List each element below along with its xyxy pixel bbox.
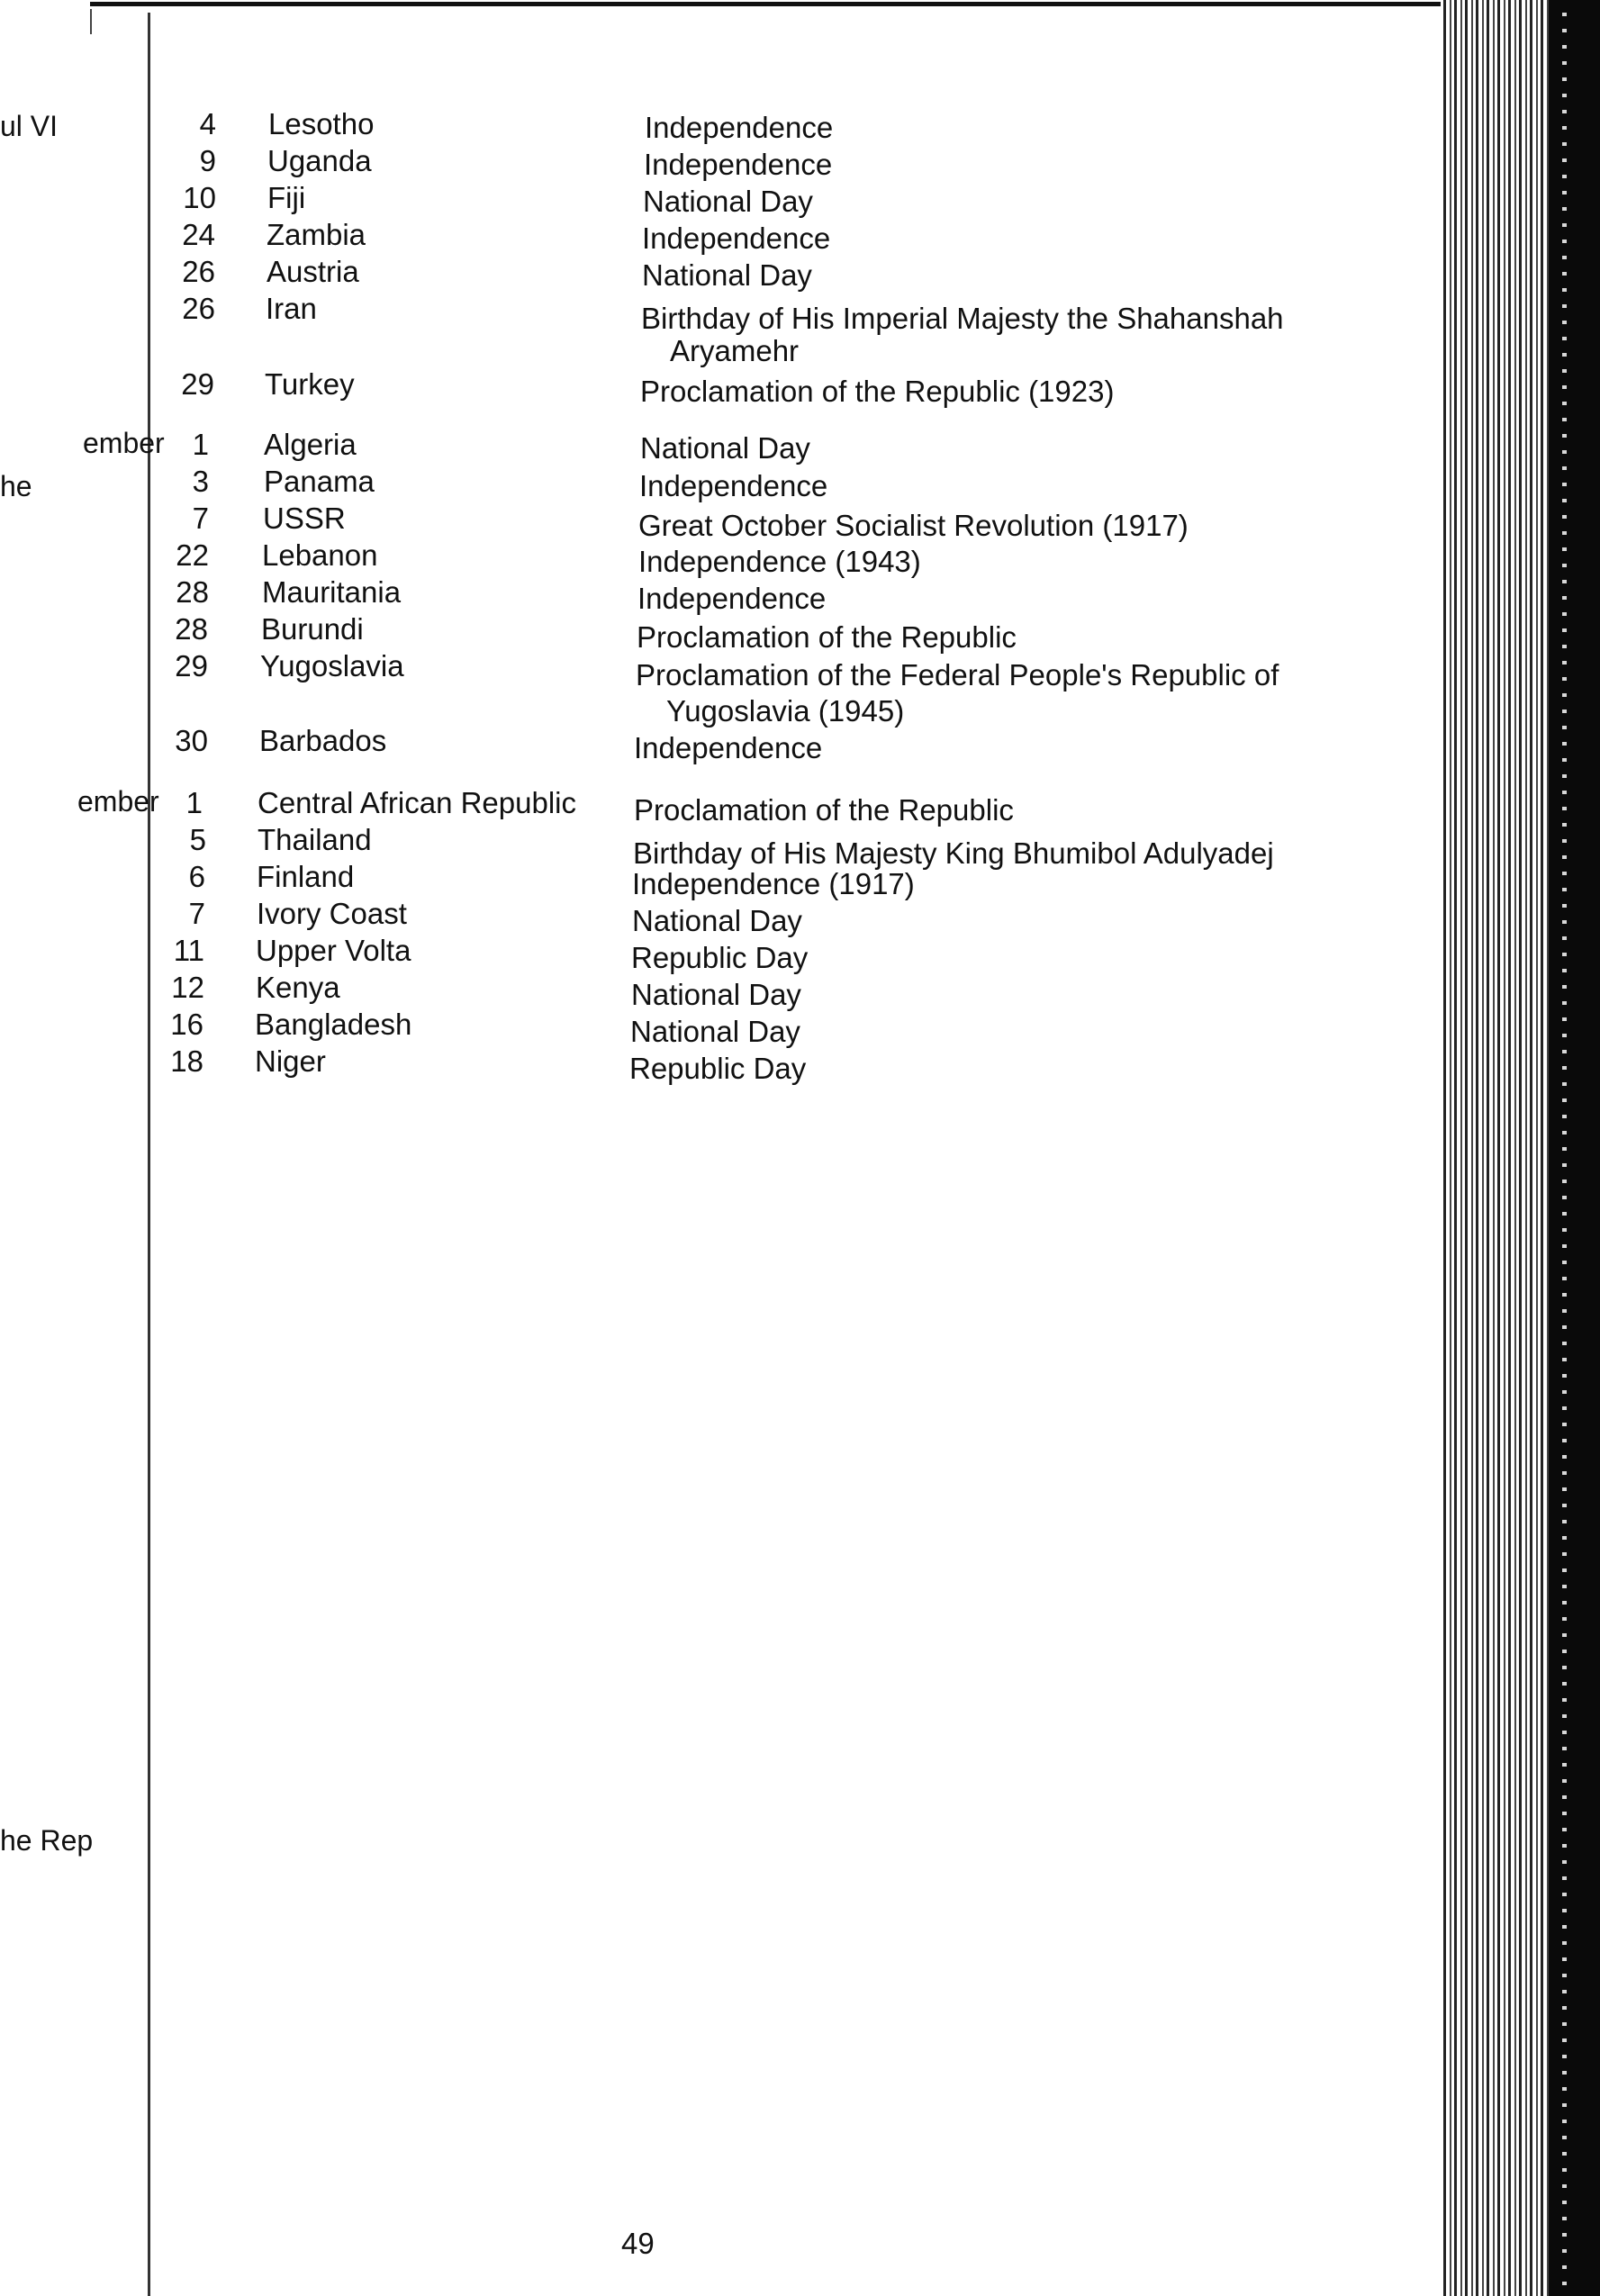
spine-texture bbox=[1562, 0, 1567, 2296]
occasion-continuation: Aryamehr bbox=[670, 334, 800, 367]
occasion: Independence (1943) bbox=[638, 545, 921, 578]
margin-fragment-4: ember bbox=[77, 785, 159, 818]
day-number: 10 bbox=[183, 181, 216, 214]
country-name: Uganda bbox=[267, 144, 372, 177]
occasion: Proclamation of the Republic (1923) bbox=[640, 375, 1115, 408]
country-name: Kenya bbox=[256, 971, 340, 1004]
country-name: Fiji bbox=[267, 181, 306, 214]
country-name: Barbados bbox=[259, 724, 387, 757]
top-rule bbox=[90, 2, 1481, 6]
country-name: Mauritania bbox=[262, 575, 402, 609]
country-name: Austria bbox=[267, 255, 359, 288]
occasion: Independence (1917) bbox=[632, 867, 915, 900]
country-name: Niger bbox=[255, 1044, 326, 1078]
margin-fragment-1: ul VI bbox=[0, 110, 59, 142]
day-number: 26 bbox=[182, 292, 215, 325]
country-name: Finland bbox=[257, 860, 355, 893]
day-number: 5 bbox=[189, 823, 206, 856]
occasion: Proclamation of the Republic bbox=[634, 793, 1014, 827]
occasion: Independence bbox=[637, 582, 827, 615]
binding-edge bbox=[1441, 0, 1549, 2296]
country-name: Burundi bbox=[261, 612, 364, 646]
occasion: National Day bbox=[643, 185, 813, 218]
occasion: Proclamation of the Republic bbox=[637, 620, 1017, 654]
occasion: Great October Socialist Revolution (1917) bbox=[638, 509, 1189, 542]
occasion: Birthday of His Imperial Majesty the Shahanshah bbox=[641, 302, 1284, 335]
day-number: 26 bbox=[182, 255, 215, 288]
occasion: National Day bbox=[631, 978, 801, 1011]
day-number: 29 bbox=[175, 649, 208, 682]
country-name: Thailand bbox=[258, 823, 372, 856]
day-number: 1 bbox=[185, 786, 203, 819]
country-name: Lebanon bbox=[262, 538, 378, 572]
country-name: Zambia bbox=[267, 218, 366, 251]
day-number: 11 bbox=[173, 934, 204, 967]
day-number: 9 bbox=[199, 144, 216, 177]
country-name: Algeria bbox=[264, 428, 357, 461]
occasion: National Day bbox=[640, 431, 810, 465]
day-number: 1 bbox=[192, 428, 209, 461]
occasion: Independence bbox=[645, 111, 834, 144]
day-number: 18 bbox=[170, 1044, 203, 1078]
day-number: 28 bbox=[176, 575, 209, 609]
occasion: Independence bbox=[634, 731, 823, 764]
occasion: Independence bbox=[639, 469, 828, 502]
book-spine bbox=[1549, 0, 1600, 2296]
day-number: 6 bbox=[188, 860, 205, 893]
day-number: 30 bbox=[175, 724, 208, 757]
day-number: 4 bbox=[199, 107, 216, 140]
day-number: 7 bbox=[188, 897, 205, 930]
country-name: Iran bbox=[266, 292, 317, 325]
country-name: Ivory Coast bbox=[257, 897, 407, 930]
day-number: 7 bbox=[192, 502, 209, 535]
day-number: 24 bbox=[182, 218, 215, 251]
country-name: Central African Republic bbox=[258, 786, 577, 819]
country-name: Upper Volta bbox=[256, 934, 411, 967]
occasion: Republic Day bbox=[629, 1052, 807, 1085]
occasion: Birthday of His Majesty King Bhumibol Adulyadej bbox=[633, 836, 1274, 870]
day-number: 3 bbox=[192, 465, 209, 498]
country-name: USSR bbox=[263, 502, 346, 535]
occasion: National Day bbox=[630, 1015, 800, 1048]
country-name: Lesotho bbox=[268, 107, 375, 140]
left-margin-rule bbox=[148, 13, 150, 2296]
occasion: Independence bbox=[642, 221, 831, 255]
occasion-continuation: Yugoslavia (1945) bbox=[666, 694, 905, 728]
left-edge-tick bbox=[90, 9, 92, 34]
day-number: 22 bbox=[176, 538, 209, 572]
day-number: 29 bbox=[181, 367, 214, 401]
country-name: Panama bbox=[264, 465, 375, 498]
occasion: National Day bbox=[632, 904, 802, 937]
occasion: National Day bbox=[642, 258, 812, 292]
margin-fragment-5: he Rep bbox=[0, 1824, 94, 1857]
occasion: Republic Day bbox=[631, 941, 809, 974]
occasion: Independence bbox=[644, 148, 833, 181]
page-number: 49 bbox=[621, 2227, 655, 2260]
margin-fragment-3: he bbox=[0, 470, 32, 502]
margin-fragment-2: ember bbox=[83, 427, 165, 459]
country-name: Bangladesh bbox=[255, 1008, 412, 1041]
country-name: Yugoslavia bbox=[260, 649, 404, 682]
day-number: 16 bbox=[170, 1008, 203, 1041]
day-number: 28 bbox=[175, 612, 208, 646]
occasion: Proclamation of the Federal People's Republic of bbox=[636, 658, 1279, 692]
day-number: 12 bbox=[171, 971, 204, 1004]
country-name: Turkey bbox=[265, 367, 355, 401]
